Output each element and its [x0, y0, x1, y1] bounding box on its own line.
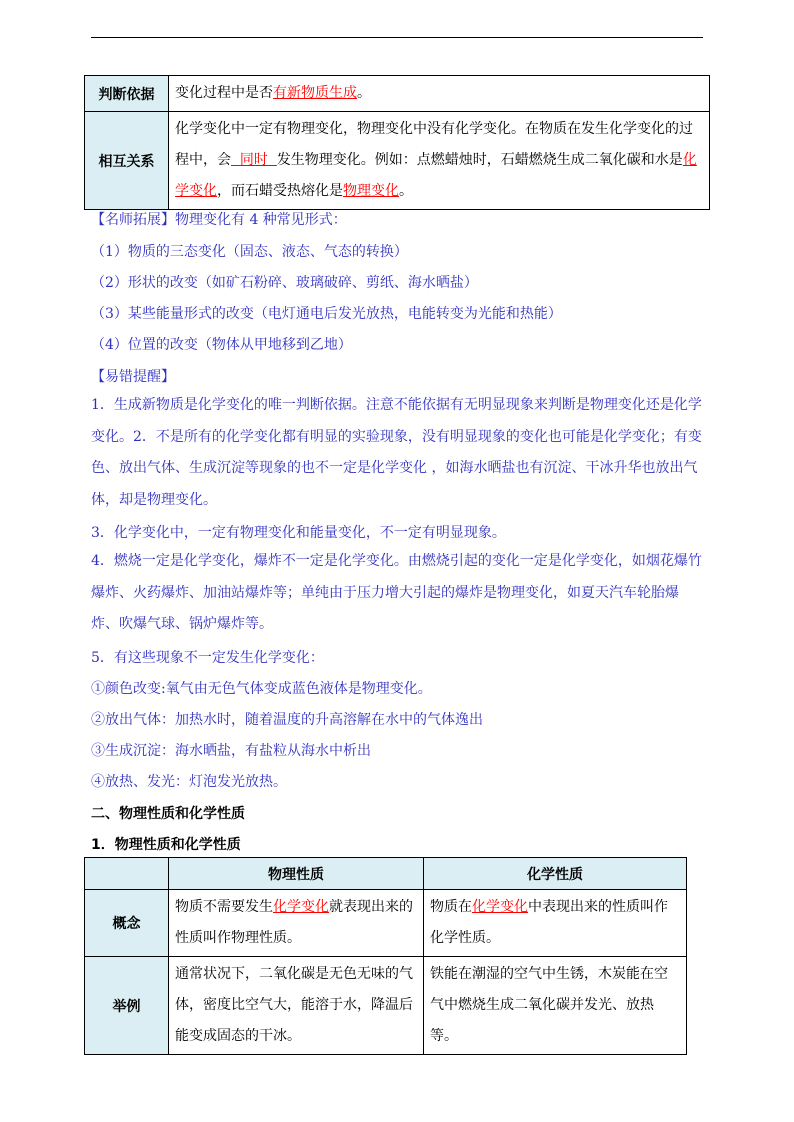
table-cell-relation	[169, 112, 710, 210]
highlight-text: 有新物质生成	[273, 85, 357, 101]
tips-paragraph-3: 3．化学变化中，一定有物理变化和能量变化，不一定有明显现象。	[91, 525, 506, 541]
table-cell-basis	[169, 76, 710, 112]
table-label-relation: 相互关系	[85, 112, 169, 210]
highlight-text: 化学变化	[175, 152, 697, 199]
subsection-title: 1．物理性质和化学性质	[91, 837, 241, 853]
section-title: 二、物理性质和化学性质	[91, 806, 245, 822]
table-cell-chemical-concept	[424, 890, 687, 957]
table-label-example: 举例	[85, 957, 169, 1055]
property-comparison-table	[84, 857, 687, 1055]
tips-case-4: ④放热、发光：灯泡发光放热。	[91, 774, 287, 790]
text: ，而石蜡受热熔化是	[217, 183, 343, 199]
highlight-text: 物理变化	[343, 183, 399, 199]
table-cell-physical-example: 通常状况下，二氧化碳是无色无味的气体，密度比空气大，能溶于水，降温后能变成固态的干冰。	[169, 957, 424, 1055]
text: 就表现出来的性质叫作物理性质。	[175, 899, 413, 946]
text: 化学变化中一定有物理变化，物理变化中没有化学变化。在物质在发生化学变化的过程中，会	[175, 121, 693, 168]
expand-title: 【名师拓展】物理变化有 4 种常见形式：	[91, 212, 347, 228]
text: 变化过程中是否	[175, 85, 273, 101]
expand-item-1: （1）物质的三态变化（固态、液态、气态的转换）	[91, 244, 408, 260]
tips-case-3: ③生成沉淀：海水晒盐，有盐粒从海水中析出	[91, 743, 371, 759]
table-label-basis: 判断依据	[85, 76, 169, 112]
highlight-text: 化学变化	[273, 899, 329, 915]
table-header-empty	[85, 858, 169, 890]
expand-item-3: （3）某些能量形式的改变（电灯通电后发光放热，电能转变为光能和热能）	[91, 306, 562, 322]
table-header-chemical: 化学性质	[424, 858, 687, 890]
tips-case-2: ②放出气体：加热水时，随着温度的升高溶解在水中的气体逸出	[91, 712, 483, 728]
tips-title: 【易错提醒】	[91, 369, 175, 385]
tips-paragraph-1: 1．生成新物质是化学变化的唯一判断依据。注意不能依据有无明显现象来判断是物理变化还是化学变化。2．不是所有的化学变化都有明显的实验现象，没有明显现象的变化也可能是化学变化；有变色、放出气体、生成沉淀等现象的也不一定是化学变化 ，如海水晒盐也有沉淀、干冰升华也放出气体，却是物理变化。	[91, 397, 702, 508]
table-header-physical: 物理性质	[169, 858, 424, 890]
highlight-text: 同时	[231, 152, 277, 168]
tips-case-1: ①颜色改变:氧气由无色气体变成蓝色液体是物理变化。	[91, 681, 432, 697]
text: 发生物理变化。例如：点燃蜡烛时，石蜡燃烧生成二氧化碳和水是	[276, 152, 683, 168]
highlight-text: 化学变化	[472, 899, 528, 915]
text: 中表现出来的性质叫作化学性质。	[430, 899, 668, 946]
tips-paragraph-4: 4．燃烧一定是化学变化，爆炸不一定是化学变化。由燃烧引起的变化一定是化学变化，如烟花爆竹爆炸、火药爆炸、加油站爆炸等；单纯由于压力增大引起的爆炸是物理变化，如夏天汽车轮胎爆炸、吹爆气球、锅炉爆炸等。	[91, 553, 702, 632]
expand-item-4: （4）位置的改变（物体从甲地移到乙地）	[91, 337, 352, 353]
tips-paragraph-5: 5．有这些现象不一定发生化学变化：	[91, 650, 324, 666]
text: 。	[357, 85, 371, 101]
header-rule	[91, 37, 703, 38]
table-cell-physical-concept	[169, 890, 424, 957]
text: 物质不需要发生	[175, 899, 273, 915]
text: 物质在	[430, 899, 472, 915]
change-comparison-table	[84, 75, 710, 210]
table-cell-chemical-example: 铁能在潮湿的空气中生锈，木炭能在空气中燃烧生成二氧化碳并发光、放热等。	[424, 957, 687, 1055]
text: 。	[399, 183, 413, 199]
table-label-concept: 概念	[85, 890, 169, 957]
expand-item-2: （2）形状的改变（如矿石粉碎、玻璃破碎、剪纸、海水晒盐）	[91, 275, 478, 291]
